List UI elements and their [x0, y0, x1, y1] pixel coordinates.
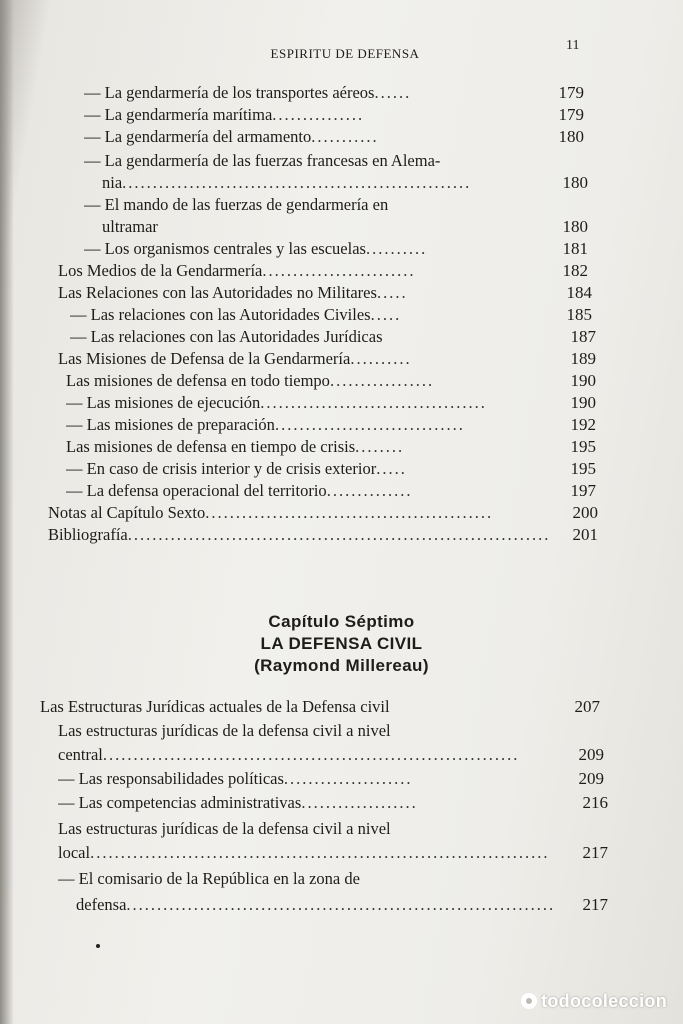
toc-entry	[70, 304, 592, 326]
leader-dots: ...............................................	[205, 503, 494, 522]
toc-entry-text: — Las responsabilidades políticas	[58, 769, 284, 788]
leader-dots: .....................	[283, 769, 413, 788]
leader-dots: ..............	[326, 481, 413, 500]
toc-entry-page: 180	[562, 217, 588, 236]
toc-entry	[102, 216, 588, 238]
toc-entry-text: Las Misiones de Defensa de la Gendarmería	[58, 349, 351, 368]
toc-entry-text: — Los organismos centrales y las escuelas	[84, 239, 366, 258]
toc-entry	[58, 792, 608, 814]
leader-dots: .....................................	[260, 393, 487, 412]
toc-entry	[48, 502, 598, 524]
chapter-title: LA DEFENSA CIVIL	[260, 634, 423, 653]
toc-entry-text: — En caso de crisis interior y de crisis exterior	[66, 459, 377, 478]
toc-entry	[58, 768, 604, 790]
toc-entry-text: — Las misiones de ejecución	[66, 393, 261, 412]
leader-dots: .....................................................................	[127, 525, 551, 544]
toc-entry-page: 190	[570, 371, 596, 390]
toc-entry-text: central	[58, 745, 103, 764]
leader-dots: ....................................................................	[102, 745, 520, 764]
toc-entry-text: — Las misiones de preparación	[66, 415, 275, 434]
toc-entry	[84, 238, 588, 260]
toc-entry	[58, 260, 588, 282]
page-gutter-shadow	[0, 0, 14, 1024]
toc-entry	[76, 894, 608, 916]
toc-entry-page: 217	[582, 843, 608, 862]
ink-speck	[96, 944, 100, 948]
leader-dots: ..........	[365, 239, 428, 258]
toc-entry-page: 207	[574, 697, 600, 716]
watermark	[521, 991, 667, 1012]
toc-entry-text: — La gendarmería de las fuerzas francesas en Alema-	[84, 151, 441, 170]
leader-dots: ......................................................................	[126, 895, 556, 914]
toc-entry-text: Los Medios de la Gendarmería	[58, 261, 263, 280]
chapter-number: Capítulo Séptimo	[268, 612, 415, 631]
toc-entry-text: Las misiones de defensa en todo tiempo	[66, 371, 330, 390]
toc-entry	[58, 744, 604, 766]
leader-dots: .........................	[262, 261, 416, 280]
toc-entry-page: 195	[570, 459, 596, 478]
toc-entry-text: Bibliografía	[48, 525, 128, 544]
toc-entry	[58, 842, 608, 864]
leader-dots: ...........	[311, 127, 379, 146]
toc-entry-text: — Las relaciones con las Autoridades Civiles	[70, 305, 371, 324]
toc-entry-page: 180	[558, 127, 584, 146]
toc-entry	[58, 868, 608, 890]
leader-dots: ...........................................................................	[90, 843, 550, 862]
toc-entry-text: defensa	[76, 895, 127, 914]
leader-dots: .....	[376, 459, 407, 478]
toc-entry	[66, 392, 596, 414]
toc-entry	[58, 720, 600, 742]
toc-entry-page: 185	[566, 305, 592, 324]
running-title: ESPIRITU DE DEFENSA	[270, 46, 420, 61]
toc-entry-page: 182	[562, 261, 588, 280]
toc-entry	[66, 480, 596, 502]
leader-dots: ..........	[350, 349, 412, 368]
toc-entry-text: Las misiones de defensa en tiempo de crisis	[66, 437, 356, 456]
toc-entry-text: — La gendarmería del armamento	[84, 127, 312, 146]
toc-entry-page: 179	[558, 105, 584, 124]
toc-entry-page: 181	[562, 239, 588, 258]
toc-entry-page: 190	[570, 393, 596, 412]
leader-dots: ...............	[272, 105, 365, 124]
leader-dots: .....	[376, 283, 408, 302]
toc-entry	[84, 104, 584, 126]
leader-dots: .....	[370, 305, 402, 324]
toc-entry	[70, 326, 596, 348]
watermark-logo-icon	[521, 993, 537, 1009]
toc-entry-page: 216	[582, 793, 608, 812]
toc-entry	[58, 348, 596, 370]
watermark-text: todocoleccion	[541, 991, 667, 1011]
toc-entry	[84, 150, 584, 172]
toc-entry	[84, 82, 584, 104]
toc-entry-text: — El comisario de la República en la zona de	[58, 869, 360, 888]
toc-entry-text: — La defensa operacional del territorio	[66, 481, 327, 500]
toc-entry-page: 201	[572, 525, 598, 544]
toc-entry-page: 184	[566, 283, 592, 302]
toc-entry-text: Las estructuras jurídicas de la defensa civil a nivel	[58, 721, 391, 740]
toc-entry	[58, 818, 608, 840]
toc-entry-text: — El mando de las fuerzas de gendarmería en	[84, 195, 389, 214]
toc-entry-page: 187	[570, 327, 596, 346]
toc-entry-text: — Las competencias administrativas	[58, 793, 302, 812]
toc-entry-page: 197	[570, 481, 596, 500]
toc-entry-page: 195	[570, 437, 596, 456]
toc-entry-page: 209	[578, 745, 604, 764]
toc-entry	[84, 194, 584, 216]
toc-entry-page: 200	[572, 503, 598, 522]
toc-entry-page: 217	[582, 895, 608, 914]
toc-entry	[66, 414, 596, 436]
leader-dots: .................	[329, 371, 435, 390]
toc-entry-page: 209	[578, 769, 604, 788]
toc-entry	[84, 126, 584, 148]
toc-entry-text: nia	[102, 173, 123, 192]
toc-entry	[66, 370, 596, 392]
leader-dots: ........	[355, 437, 405, 456]
toc-entry-text: — Las relaciones con las Autoridades Jurídicas	[70, 327, 383, 346]
toc-entry-text: Notas al Capítulo Sexto	[48, 503, 206, 522]
page-number: 11	[566, 38, 580, 53]
toc-entry-text: Las Relaciones con las Autoridades no Militares	[58, 283, 377, 302]
toc-entry-text: ultramar	[102, 217, 158, 236]
toc-entry-page: 179	[558, 83, 584, 102]
toc-entry-text: local	[58, 843, 91, 862]
leader-dots: .........................................................	[122, 173, 472, 192]
toc-entry-text: Las Estructuras Jurídicas actuales de la Defensa civil	[40, 697, 390, 716]
toc-entry	[66, 436, 596, 458]
chapter-author: (Raymond Millereau)	[254, 656, 429, 675]
toc-entry	[102, 172, 588, 194]
toc-entry-page: 192	[570, 415, 596, 434]
toc-entry-page: 180	[562, 173, 588, 192]
leader-dots: ......	[374, 83, 412, 102]
toc-entry-page: 189	[570, 349, 596, 368]
toc-entry	[48, 524, 598, 546]
toc-entry-text: Las estructuras jurídicas de la defensa civil a nivel	[58, 819, 391, 838]
toc-entry	[58, 282, 592, 304]
toc-entry-text: — La gendarmería marítima	[84, 105, 273, 124]
leader-dots: ...................	[301, 793, 418, 812]
toc-entry	[40, 696, 600, 718]
toc-entry-text: — La gendarmería de los transportes aéreos	[84, 83, 375, 102]
leader-dots: ...............................	[274, 415, 465, 434]
toc-entry	[66, 458, 596, 480]
